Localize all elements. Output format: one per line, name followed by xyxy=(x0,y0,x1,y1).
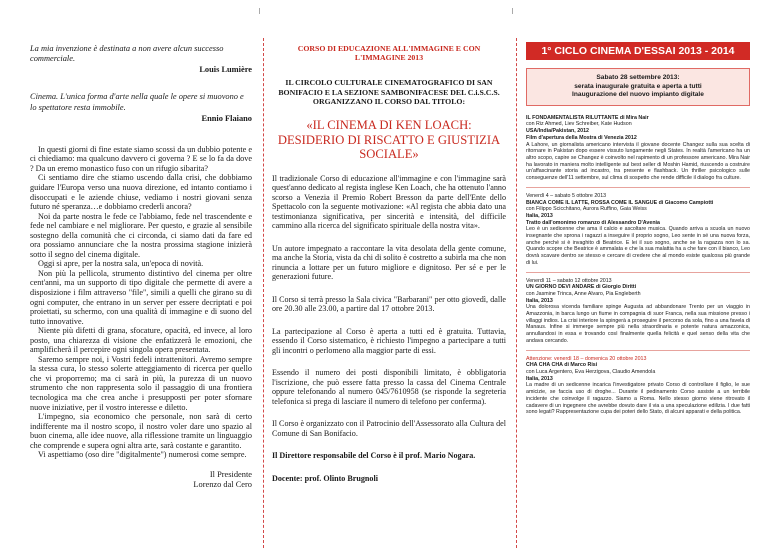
film-title: BIANCA COME IL LATTE, ROSSA COME IL SANGUE di Giacomo Campiotti xyxy=(526,199,714,206)
letter-paragraph: Noi da parte nostra le fede ce l'abbiamo, fede nel trascendente e fede nel cambiare e nel migliorare. Per questo, e grazie al sensibile sostegno della comunità che ci circonda, ci siamo dati da fare ed ora possiamo annunciare che la nostra prossima stagione inizierà sotto il segno del cinema digitale. xyxy=(30,211,252,259)
course-teacher: Docente: prof. Olinto Brugnoli xyxy=(272,473,378,483)
quote-author: Ennio Flaiano xyxy=(201,113,252,123)
quote-lumiere xyxy=(30,44,252,74)
course-paragraph: La partecipazione al Corso è aperta a tutti ed è gratuita. Tuttavia, essendo il Corso sistematico, è richiesto l'impegno a partecipare a tutti gli incontri o perlomeno alla maggior parte di essi. xyxy=(272,326,506,355)
film-cast: con Luca Argentero, Eva Herzigova, Claudio Amendola xyxy=(526,368,656,375)
course-paragraph: Un autore impegnato a raccontare la vita desolata della gente comune, ma anche la Storia, vista da chi di solito è costretto a subirla ma che non rinuncia a lottare per un futuro migliore e dignitoso. Per sé e per le generazioni future. xyxy=(272,243,506,282)
film-synopsis: Leo è un sedicenne che ama il calcio e ascoltare musica. Quando arriva a scuola un nuovo insegnante che sprona i ragazzi a inseguire il proprio sogno, Leo sente in sé una nuova forza, anche perché si è invaghito di Beatrice. E lei il suo sogno, anche se la ragazza non lo sa. Quando scopre che Beatrice è ammalata e che la sua malattia ha a che fare con il bianco, Leo dovrà scavare dentro se stesso e cercare di credere che al mondo esiste qualcosa più grande di lui. xyxy=(526,226,750,266)
film-date: Attenzione: venerdì 18 – domenica 20 ottobre 2013 xyxy=(526,355,647,362)
course-director: Il Direttore responsabile del Corso è il prof. Mario Nogara. xyxy=(272,451,476,461)
program-header: 1° CICLO CINEMA D'ESSAI 2013 - 2014 xyxy=(526,42,750,60)
film-synopsis: La madre di un sedicenne incarica l'investigatore privato Corso di controllare il figlio, le sue amicizie, se faccia uso di droghe... Durante il pedinamento Corso assiste a un terribile incidente che coinvolge il ragazzo. Siamo a Roma. Nello stesso giorno viene ritrovato il cadavere di un ingegnere che avrebbe dovuto dare il via a una speculazione edilizia. I due fatti sono legati? Rappresentazione cupa dei poteri dello Stato, di alcuni apparati e della politica. xyxy=(526,382,750,416)
film-separator xyxy=(526,272,750,273)
film-synopsis: A Lahore, un giornalista americano intervista il giovane docente Changez sulla sua scelta di ritornare in Pakistan dopo essere vissuto lungamente negli States. In realtà l'americano ha un altro scopo, capire se Changez è coinvolto nel rapimento di un professore americano. Mira Nair ha lavorato in maniera molto intelligente sul best seller di Moshin Hamid, riuscendo a costruire un'affascinante storia ad incastro, tra presente e flashback. Un thriller psicologico sulle conseguenze dell'11 settembre, sul clima di sospetto che rende difficile il dialogo fra culture. xyxy=(526,141,750,182)
film-title: UN GIORNO DEVI ANDARE di Giorgio Diritti xyxy=(526,284,637,291)
letter-paragraph: Non più la pellicola, strumento distintivo del cinema per oltre cent'anni, ma un supporto di tipo digitale che permette di avere a disposizione i film attraverso "file", simili a quelli che girano su di ogni computer, che entrano in un server per essere decriptati e poi proiettati, su schermo, con una qualità di immagine e di suono del tutto innovative. xyxy=(30,268,252,326)
film-cast: con Filippo Scicchitano, Aurora Ruffino, Gaia Weiss xyxy=(526,206,647,213)
quote-text: Cinema. L'unica forma d'arte nella quale le opere si muovono e lo spettatore resta immobile. xyxy=(30,92,244,112)
letter-paragraph: Niente più difetti di grana, sfocature, opacità, ed invece, al loro posto, una chiarezza di visione che enfatizzerà le emozioni, che amplificherà il percepire ogni singola opera presentata. xyxy=(30,326,252,355)
quote-text: La mia invenzione è destinata a non avere alcun successo commerciale. xyxy=(30,44,224,64)
course-paragraph: Il Corso è organizzato con il Patrocinio dell'Assessorato alla Cultura del Comune di San Bonifacio. xyxy=(272,419,506,438)
opening-line: serata inaugurale gratuita e aperta a tutti xyxy=(574,82,702,90)
film-separator xyxy=(526,187,750,188)
essai-program-column xyxy=(526,0,750,559)
film-country: USA/India/Pakistan, 2012 xyxy=(526,128,590,135)
organizers-heading: IL CIRCOLO CULTURALE CINEMATOGRAFICO DI SAN BONIFACIO E LA SEZIONE SAMBONIFACESE DEL C.i.S.C.S. ORGANIZZANO IL CORSO DAL TITOLO: xyxy=(278,78,500,106)
editorial-column xyxy=(30,0,252,559)
film-note: Tratto dall'omonimo romanzo di Alessandro D'Avenia xyxy=(526,219,660,226)
film-note: Film d'apertura della Mostra di Venezia 2012 xyxy=(526,134,637,141)
signature-name: Lorenzo dal Cero xyxy=(193,479,252,489)
film-cast: con Jasmine Trinca, Anne Alvaro, Pia Engleberth xyxy=(526,290,641,297)
column-divider-left xyxy=(263,38,264,548)
letter-paragraph: Vi aspettiamo (oso dire "digitalmente") numerosi come sempre. xyxy=(38,450,247,460)
signature-role: Il Presidente xyxy=(209,469,252,479)
course-title: «IL CINEMA DI KEN LOACH: DESIDERIO DI RISCATTO E GIUSTIZIA SOCIALE» xyxy=(277,118,501,162)
film-separator xyxy=(526,350,750,351)
letter-paragraph: Ci sentiamo dire che stiamo uscendo dalla crisi, che dobbiamo guidare l'Europa verso una nuova direzione, ed intanto contiamo i disoccupati e le aziende chiuse, vediamo i nostri giovani senza futuro né speranza…e dobbiamo crederli ancora? xyxy=(30,173,252,212)
film-country: Italia, 2013 xyxy=(526,212,553,219)
course-paragraph: Il Corso si terrà presso la Sala civica "Barbarani" per otto giovedì, dalle ore 20.30 alle 23.00, a partire dal 17 ottobre 2013. xyxy=(272,294,506,314)
course-paragraph: Essendo il numero dei posti disponibili limitato, è obbligatoria l'iscrizione, che può essere fatta presso la cassa del Cinema Centrale oppure telefonando al numero 045/7610958 (se risponde la segreteria telefonica si prega di lasciare il numero di telefono per conferma). xyxy=(272,368,506,406)
opening-date: Sabato 28 settembre 2013: xyxy=(596,74,680,81)
film-title: CHA CHA CHA di Marco Risi xyxy=(526,362,598,369)
letter-paragraph: Saremo sempre noi, i Vostri fedeli intrattenitori. Avremo sempre la stessa cura, lo stesso solerte atteggiamento di ricerca per quello che vi proporremo; ma ci sarà in più, la purezza di un nuovo strumento che non rappresenta solo il passaggio di una frontiera tecnologica ma che crea anche i presupposti per poter sfornare nuove iniziative, per il vostro interesse e diletto. xyxy=(30,354,252,412)
film-synopsis: Una dolorosa vicenda familiare spinge Augusta ad abbandonare Trento per un viaggio in Amazzonia, in barca lungo un fiume in compagnia di suor Franca, nella sua missione presso i villaggi indios. La crisi interiore la spingerà a proseguire il percorso da sola, fino a una favela di Manaus. Infine si immerge sempre più nella straordinaria e potente natura amazzonica, annullandosi in essa e trovando così finalmente quella felicità e quel senso della vita che andava cercando. xyxy=(526,304,750,344)
quote-author: Louis Lumière xyxy=(199,65,252,75)
course-heading: CORSO DI EDUCAZIONE ALL'IMMAGINE E CON L'IMMAGINE 2013 xyxy=(297,44,481,63)
letter-paragraph: L'impegno, sia economico che personale, non sarà di certo indifferente ma il nostro scopo, il nostro voler dare uno spazio al buon cinema, alle idee nuove, alla riflessione tramite un linguaggio che comprende e supera ogni altra arte, sarà costante e garantito. xyxy=(30,412,252,450)
letter-paragraph: Oggi si apre, per la nostra sala, un'epoca di novità. xyxy=(38,259,204,269)
film-date: Venerdì 4 – sabato 5 ottobre 2013 xyxy=(526,192,607,199)
film-date: Venerdì 11 – sabato 12 ottobre 2013 xyxy=(526,277,612,284)
crop-mark-right xyxy=(512,8,513,14)
film-country: Italia, 2013 xyxy=(526,297,553,304)
column-divider-right xyxy=(516,38,517,548)
course-column xyxy=(272,0,506,559)
film-country: Italia, 2013 xyxy=(526,375,553,382)
letter-paragraph: In questi giorni di fine estate siamo scossi da un dubbio potente e ci chiediamo: ma qualcuno davvero ci governa ? E se lo fa da dove ? Da un eremo monastico fuso con un rifugio sibarita? xyxy=(30,144,252,173)
opening-line: Inaugurazione del nuovo impianto digitale xyxy=(572,91,704,99)
crop-mark-left xyxy=(259,8,260,14)
film-title: IL FONDAMENTALISTA RILUTTANTE di Mira Nair xyxy=(526,114,649,121)
opening-night-box xyxy=(526,68,750,106)
film-entry xyxy=(526,356,750,416)
film-entry xyxy=(526,278,750,345)
quote-flaiano xyxy=(30,92,252,122)
presidents-letter xyxy=(30,145,252,460)
course-paragraph: Il tradizionale Corso di educazione all'immagine e con l'immagine sarà quest'anno dedicato al regista inglese Ken Loach, che ha ottenuto l'anno scorso a Venezia il Premio Robert Bresson da parte dell'Ente dello Spettacolo con la seguente motivazione: «Al regista che abbia dato una testimonianza significativa, per sincerità e intensità, del difficile cammino alla ricerca del significato spirituale della nostra vita». xyxy=(272,173,506,231)
film-entry xyxy=(526,193,750,267)
film-cast: con Riz Ahmed, Liev Schreiber, Kate Hudson xyxy=(526,121,632,128)
film-entry xyxy=(526,115,750,182)
